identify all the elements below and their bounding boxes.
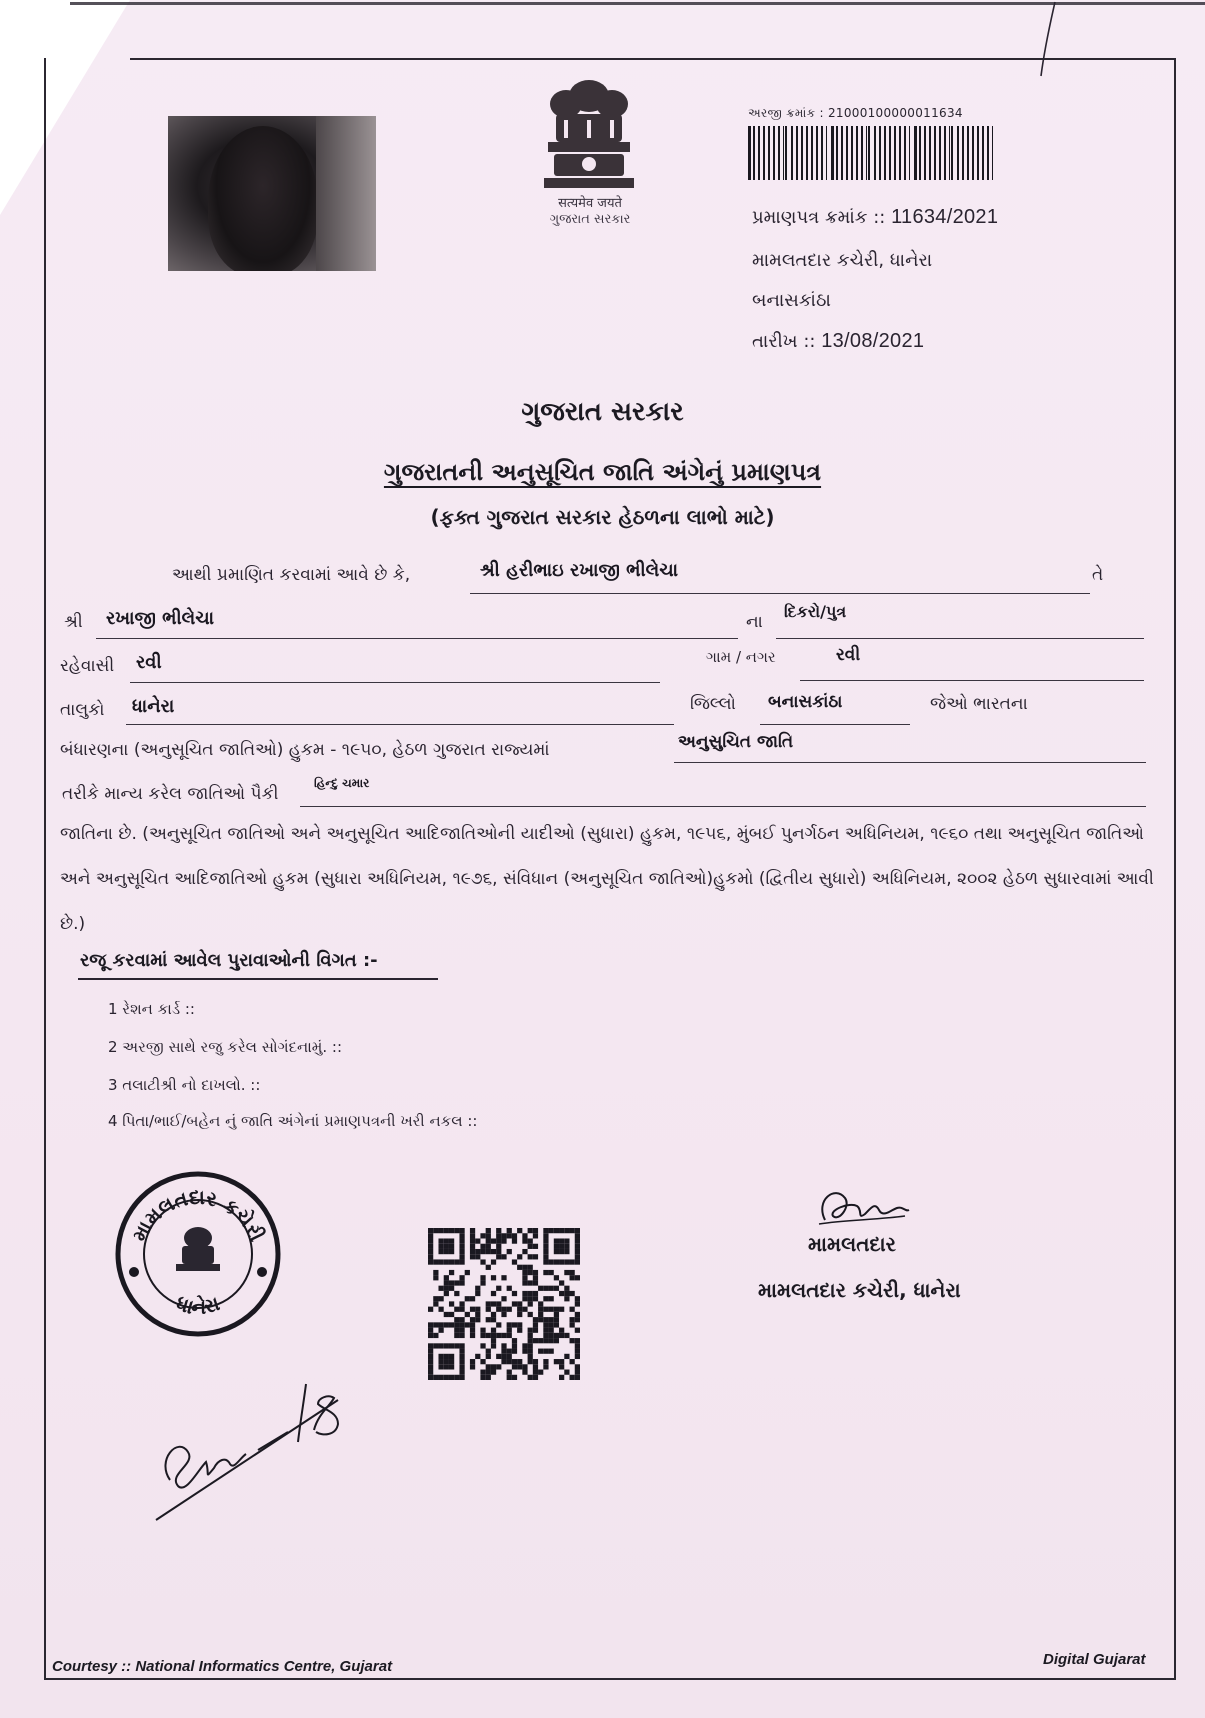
taluka-underline	[126, 724, 674, 725]
emblem-caption-gujarati: ગુજરાત સરકાર	[549, 212, 631, 227]
village-value: રવી	[836, 645, 861, 665]
resident-label: રહેવાસી	[60, 656, 115, 676]
application-number-label: અરજી ક્રમાંક	[748, 106, 816, 120]
page-border-top	[130, 58, 1174, 60]
applicant-photo	[168, 116, 376, 271]
evidence-item: 4 પિતા/ભાઈ/બહેન નું જાતિ અંગેનાં પ્રમાણપત્રની ખરી નકલ ::	[108, 1112, 478, 1130]
office-seal-stamp	[112, 1168, 284, 1340]
seal-bottom-text: ધાનેરા	[173, 1290, 223, 1319]
category-underline	[674, 762, 1146, 763]
application-number: અરજી ક્રમાંક : 21000100000011634	[748, 106, 963, 120]
village-underline	[800, 680, 1144, 681]
pen-stroke-mark	[1025, 0, 1065, 80]
taluka-value: ધાનેરા	[132, 696, 175, 717]
government-title: ગુજરાત સરકાર	[521, 397, 684, 427]
seal-top-text: મામલતદાર કચેરી	[127, 1184, 269, 1245]
na-text: ના	[746, 612, 763, 632]
relation-underline	[776, 638, 1144, 639]
relation: દિકરો/પુત્ર	[784, 602, 847, 621]
evidence-title: રજૂ કરવામાં આવેલ પુરાવાઓની વિગત :-	[80, 950, 378, 971]
handwritten-serial-note	[148, 1340, 358, 1530]
certificate-number-value: 11634/2021	[891, 206, 999, 228]
te-text: તે	[1092, 565, 1104, 585]
father-underline	[96, 638, 738, 639]
name-underline	[470, 593, 1090, 594]
evidence-title-underline	[78, 978, 438, 980]
constitution-text: બંધારણના (અનુસૂચિત જાતિઓ) હુકમ - ૧૯૫૦, હેઠળ ગુજરાત રાજ્યમાં	[60, 740, 550, 760]
village-label: ગામ / નગર	[706, 648, 776, 666]
emblem-caption-hindi: सत्यमेव जयते	[558, 196, 622, 211]
issue-date	[752, 330, 924, 353]
applicant-name: શ્રી હરીભાઇ રખાજી ભીલેચા	[480, 560, 679, 581]
certificate-number	[752, 206, 998, 229]
issue-date-label: તારીખ ::	[752, 331, 816, 352]
father-name: રખાજી ભીલેચા	[106, 608, 215, 629]
resident-value: રવી	[136, 652, 162, 673]
evidence-item: 1 રેશન કાર્ડ ::	[108, 1000, 195, 1018]
taluka-label: તાલુકો	[60, 700, 105, 720]
officer-office: મામલતદાર કચેરી, ધાનેરા	[758, 1278, 961, 1302]
footer-courtesy: Courtesy :: National Informatics Centre, Gujarat	[52, 1658, 393, 1675]
caste-value: હિન્દુ ચમાર	[314, 776, 370, 790]
barcode	[748, 126, 996, 180]
certificate-number-label: પ્રમાણપત્ર ક્રમાંક ::	[752, 207, 886, 228]
officer-designation: મામલતદાર	[808, 1232, 896, 1256]
shri-text: શ્રી	[64, 612, 83, 632]
issuing-office: મામલતદાર કચેરી, ધાનેરા	[752, 250, 933, 271]
qr-code	[428, 1228, 580, 1380]
emblem-caption	[520, 196, 660, 228]
caste-underline	[300, 806, 1146, 807]
issuing-district: બનાસકાંઠા	[752, 290, 831, 311]
resident-underline	[130, 682, 660, 683]
district-label: જિલ્લો	[690, 694, 736, 714]
issue-date-value: 13/08/2021	[821, 330, 925, 352]
district-value: બનાસકાંઠા	[768, 692, 843, 712]
certificate-title: ગુજરાતની અનુસૂચિત જાતિ અંગેનું પ્રમાણપત્ર	[383, 458, 822, 486]
intro-text: આથી પ્રમાણિત કરવામાં આવે છે કે,	[172, 565, 411, 585]
national-emblem-icon	[534, 74, 644, 192]
officer-signature	[805, 1180, 915, 1236]
category-value: અનુસુચિત જાતિ	[678, 732, 794, 752]
application-number-value: 21000100000011634	[827, 106, 963, 120]
recognized-text: તરીકે માન્ય કરેલ જાતિઓ પૈકી	[62, 784, 279, 804]
certificate-subtitle: (ફક્ત ગુજરાત સરકાર હેઠળના લાભો માટે)	[430, 505, 775, 529]
india-text: જેઓ ભારતના	[930, 694, 1028, 714]
legal-paragraph: જાતિના છે. (અનુસૂચિત જાતિઓ અને અનુસૂચિત આદિજાતિઓની યાદીઓ (સુધારા) હુકમ, ૧૯૫૬, મુંબઈ પુનર્ગઠન અધિનિયમ, ૧૯૬૦ તથા અનુસૂચિત જાતિઓ અને અનુસૂચિત આદિજાતિઓ હુકમ (સુધારા અધિનિયમ, ૧૯૭૬, સંવિધાન (અનુસૂચિત જાતિઓ)હુકમો (દ્વિતીય સુધારો) અધિનિયમ, ૨૦૦૨ હેઠળ સુધારવામાં આવી છે.)	[60, 824, 1154, 934]
district-underline	[760, 724, 910, 725]
evidence-item: 2 અરજી સાથે રજુ કરેલ સોગંદનામું. ::	[108, 1038, 343, 1056]
evidence-item: 3 તલાટીશ્રી નો દાખલો. ::	[108, 1076, 261, 1094]
svg-text:ધાનેરા	[174, 1291, 223, 1319]
footer-brand: Digital Gujarat	[1043, 1651, 1146, 1668]
